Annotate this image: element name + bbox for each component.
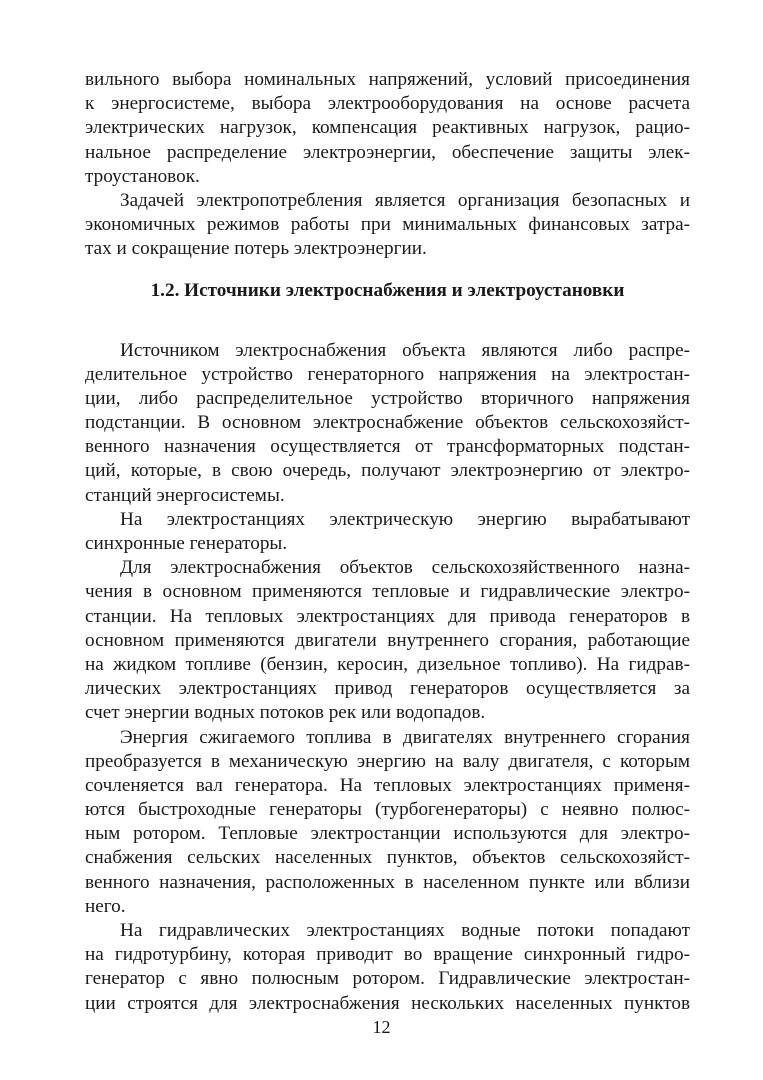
paragraph-fuel-energy [85,726,690,920]
text-line: синхронные генераторы. [85,533,288,554]
text-line: электрических нагрузок, компенсация реактивных нагрузок, рацио- [85,117,690,139]
text-line: троустановок. [85,165,200,187]
section-heading: 1.2. Источники электроснабжения и электроустановки [150,279,625,301]
text-line: венного назначения осуществляется от трансформаторных подстан- [85,436,690,458]
paragraph-hydro [85,919,690,1016]
text-line: подстанции. В основном электроснабжение объектов сельскохозяйст- [85,412,690,434]
text-line: вильного выбора номинальных напряжений, условий присоединения [85,69,690,90]
text-line: основном применяются двигатели внутреннего сгорания, работающие [85,629,690,651]
text-line: Источником электроснабжения объекта являются либо распре- [120,339,690,361]
text-line: ются быстроходные генераторы (турбогенераторы) с неявно полюс- [85,799,690,821]
text-line: чения в основном применяются тепловые и гидравлические электро- [85,581,690,603]
text-line: сочленяется вал генератора. На тепловых электростанциях применя- [85,774,690,796]
text-line: нальное распределение электроэнергии, обеспечение защиты элек- [85,141,690,163]
text-line: экономичных режимов работы при минимальных финансовых затра- [85,214,690,236]
text-line: генератор с явно полюсным ротором. Гидравлические электростан- [85,968,690,990]
paragraph-stations [85,556,690,725]
page-number: 12 [372,1017,391,1037]
text-line: к энергосистеме, выбора электрооборудования на основе расчета [85,93,690,115]
paragraph-sources [85,339,690,508]
text-line: лических электростанциях привод генераторов осуществляется за [85,678,690,700]
page-body [85,68,690,1016]
section-heading-block [85,262,690,339]
text-line: ций, которые, в свою очередь, получают электроэнергию от электро- [85,460,690,482]
text-line: делительное устройство генераторного напряжения на электростан- [85,363,690,385]
text-line: ным ротором. Тепловые электростанции используются для электро- [85,823,690,845]
text-line: ции строятся для электроснабжения нескольких населенных пунктов [85,992,690,1014]
text-line: ции, либо распределительное устройство вторичного напряжения [85,387,690,409]
text-line: него. [85,895,126,917]
text-line: На электростанциях электрическую энергию вырабатывают [120,508,690,530]
text-line: Энергия сжигаемого топлива в двигателях внутреннего сгорания [120,726,690,748]
text-line: преобразуется в механическую энергию на валу двигателя, с которым [85,750,690,772]
text-line: На гидравлических электростанциях водные потоки попадают [120,920,690,941]
paragraph-continuation [85,68,690,189]
text-line: станции. На тепловых электростанциях для привода генераторов в [85,605,690,627]
text-line: станций энергосистемы. [85,484,285,506]
text-line: снабжения сельских населенных пунктов, объектов сельскохозяйст- [85,847,690,869]
text-line: на жидком топливе (бензин, керосин, дизельное топливо). На гидрав- [85,653,690,675]
text-line: тах и сокращение потерь электроэнергии. [85,238,427,260]
text-line: Для электроснабжения объектов сельскохозяйственного назна- [120,557,690,579]
paragraph-generators [85,508,690,556]
text-line: Задачей электропотребления является организация безопасных и [120,189,690,211]
text-line: на гидротурбину, которая приводит во вращение синхронный гидро- [85,944,690,966]
text-line: венного назначения, расположенных в населенном пункте или вблизи [85,871,690,893]
paragraph-tasks [85,189,690,262]
text-line: счет энергии водных потоков рек или водопадов. [85,702,486,724]
